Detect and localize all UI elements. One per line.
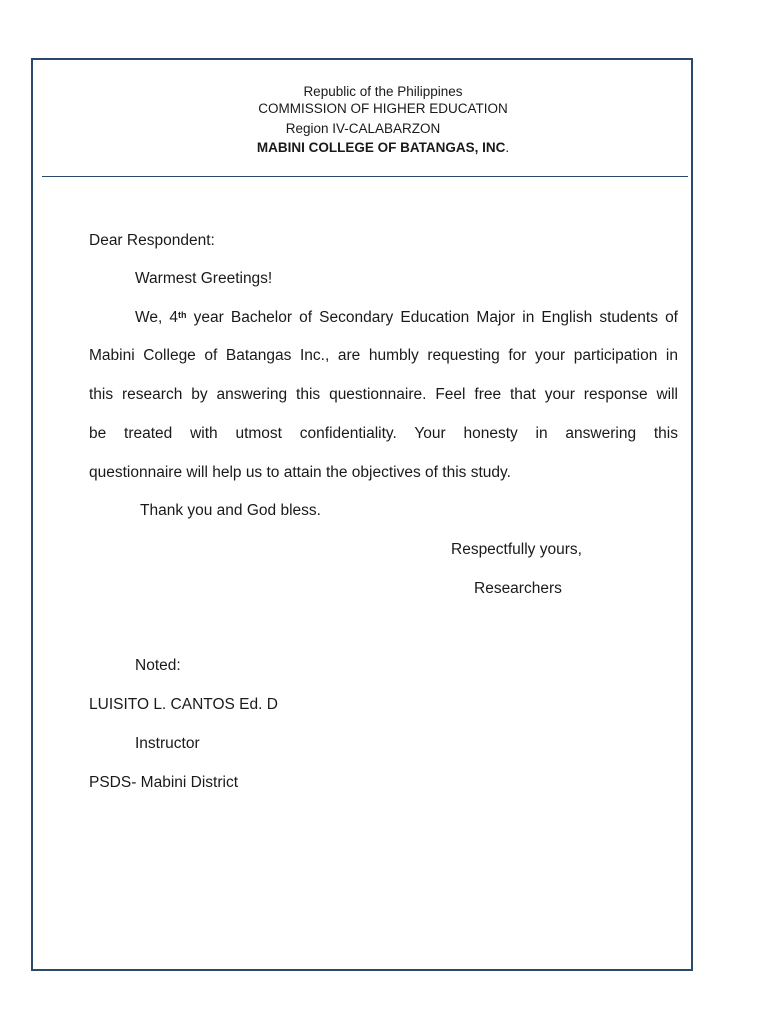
noted-title: Instructor [135, 735, 200, 752]
paragraph-line-5: questionnaire will help us to attain the objectives of this study. [89, 464, 511, 481]
header-college [248, 140, 518, 156]
header-divider [42, 176, 688, 177]
header-commission: COMMISSION OF HIGHER EDUCATION [258, 101, 508, 116]
noted-office: PSDS- Mabini District [89, 774, 238, 791]
noted-name: LUISITO L. CANTOS Ed. D [89, 696, 278, 713]
noted-label: Noted: [135, 657, 181, 674]
paragraph-line-1 [89, 308, 678, 328]
ordinal-suffix: th [178, 310, 187, 320]
greeting: Warmest Greetings! [135, 270, 273, 287]
salutation: Dear Respondent: [89, 232, 215, 249]
closing: Respectfully yours, [451, 541, 582, 558]
paragraph-line-3: this research by answering this questionnaire. Feel free that your response will [89, 386, 678, 403]
para-line1-pre: We, 4 [135, 309, 178, 326]
header-region: Region IV-CALABARZON [285, 121, 441, 136]
paragraph-line-4: be treated with utmost confidentiality. Your honesty in answering this [89, 425, 678, 442]
page-border [31, 58, 693, 971]
paragraph-line-2: Mabini College of Batangas Inc., are humbly requesting for your participation in [89, 347, 678, 364]
para-line1-post: year Bachelor of Secondary Education Major in English students of [186, 309, 678, 326]
college-period: . [505, 140, 510, 155]
signatory: Researchers [474, 580, 562, 597]
college-name: MABINI COLLEGE OF BATANGAS, INC [256, 140, 506, 155]
thanks-line: Thank you and God bless. [140, 502, 321, 519]
header-republic: Republic of the Philippines [303, 84, 463, 99]
